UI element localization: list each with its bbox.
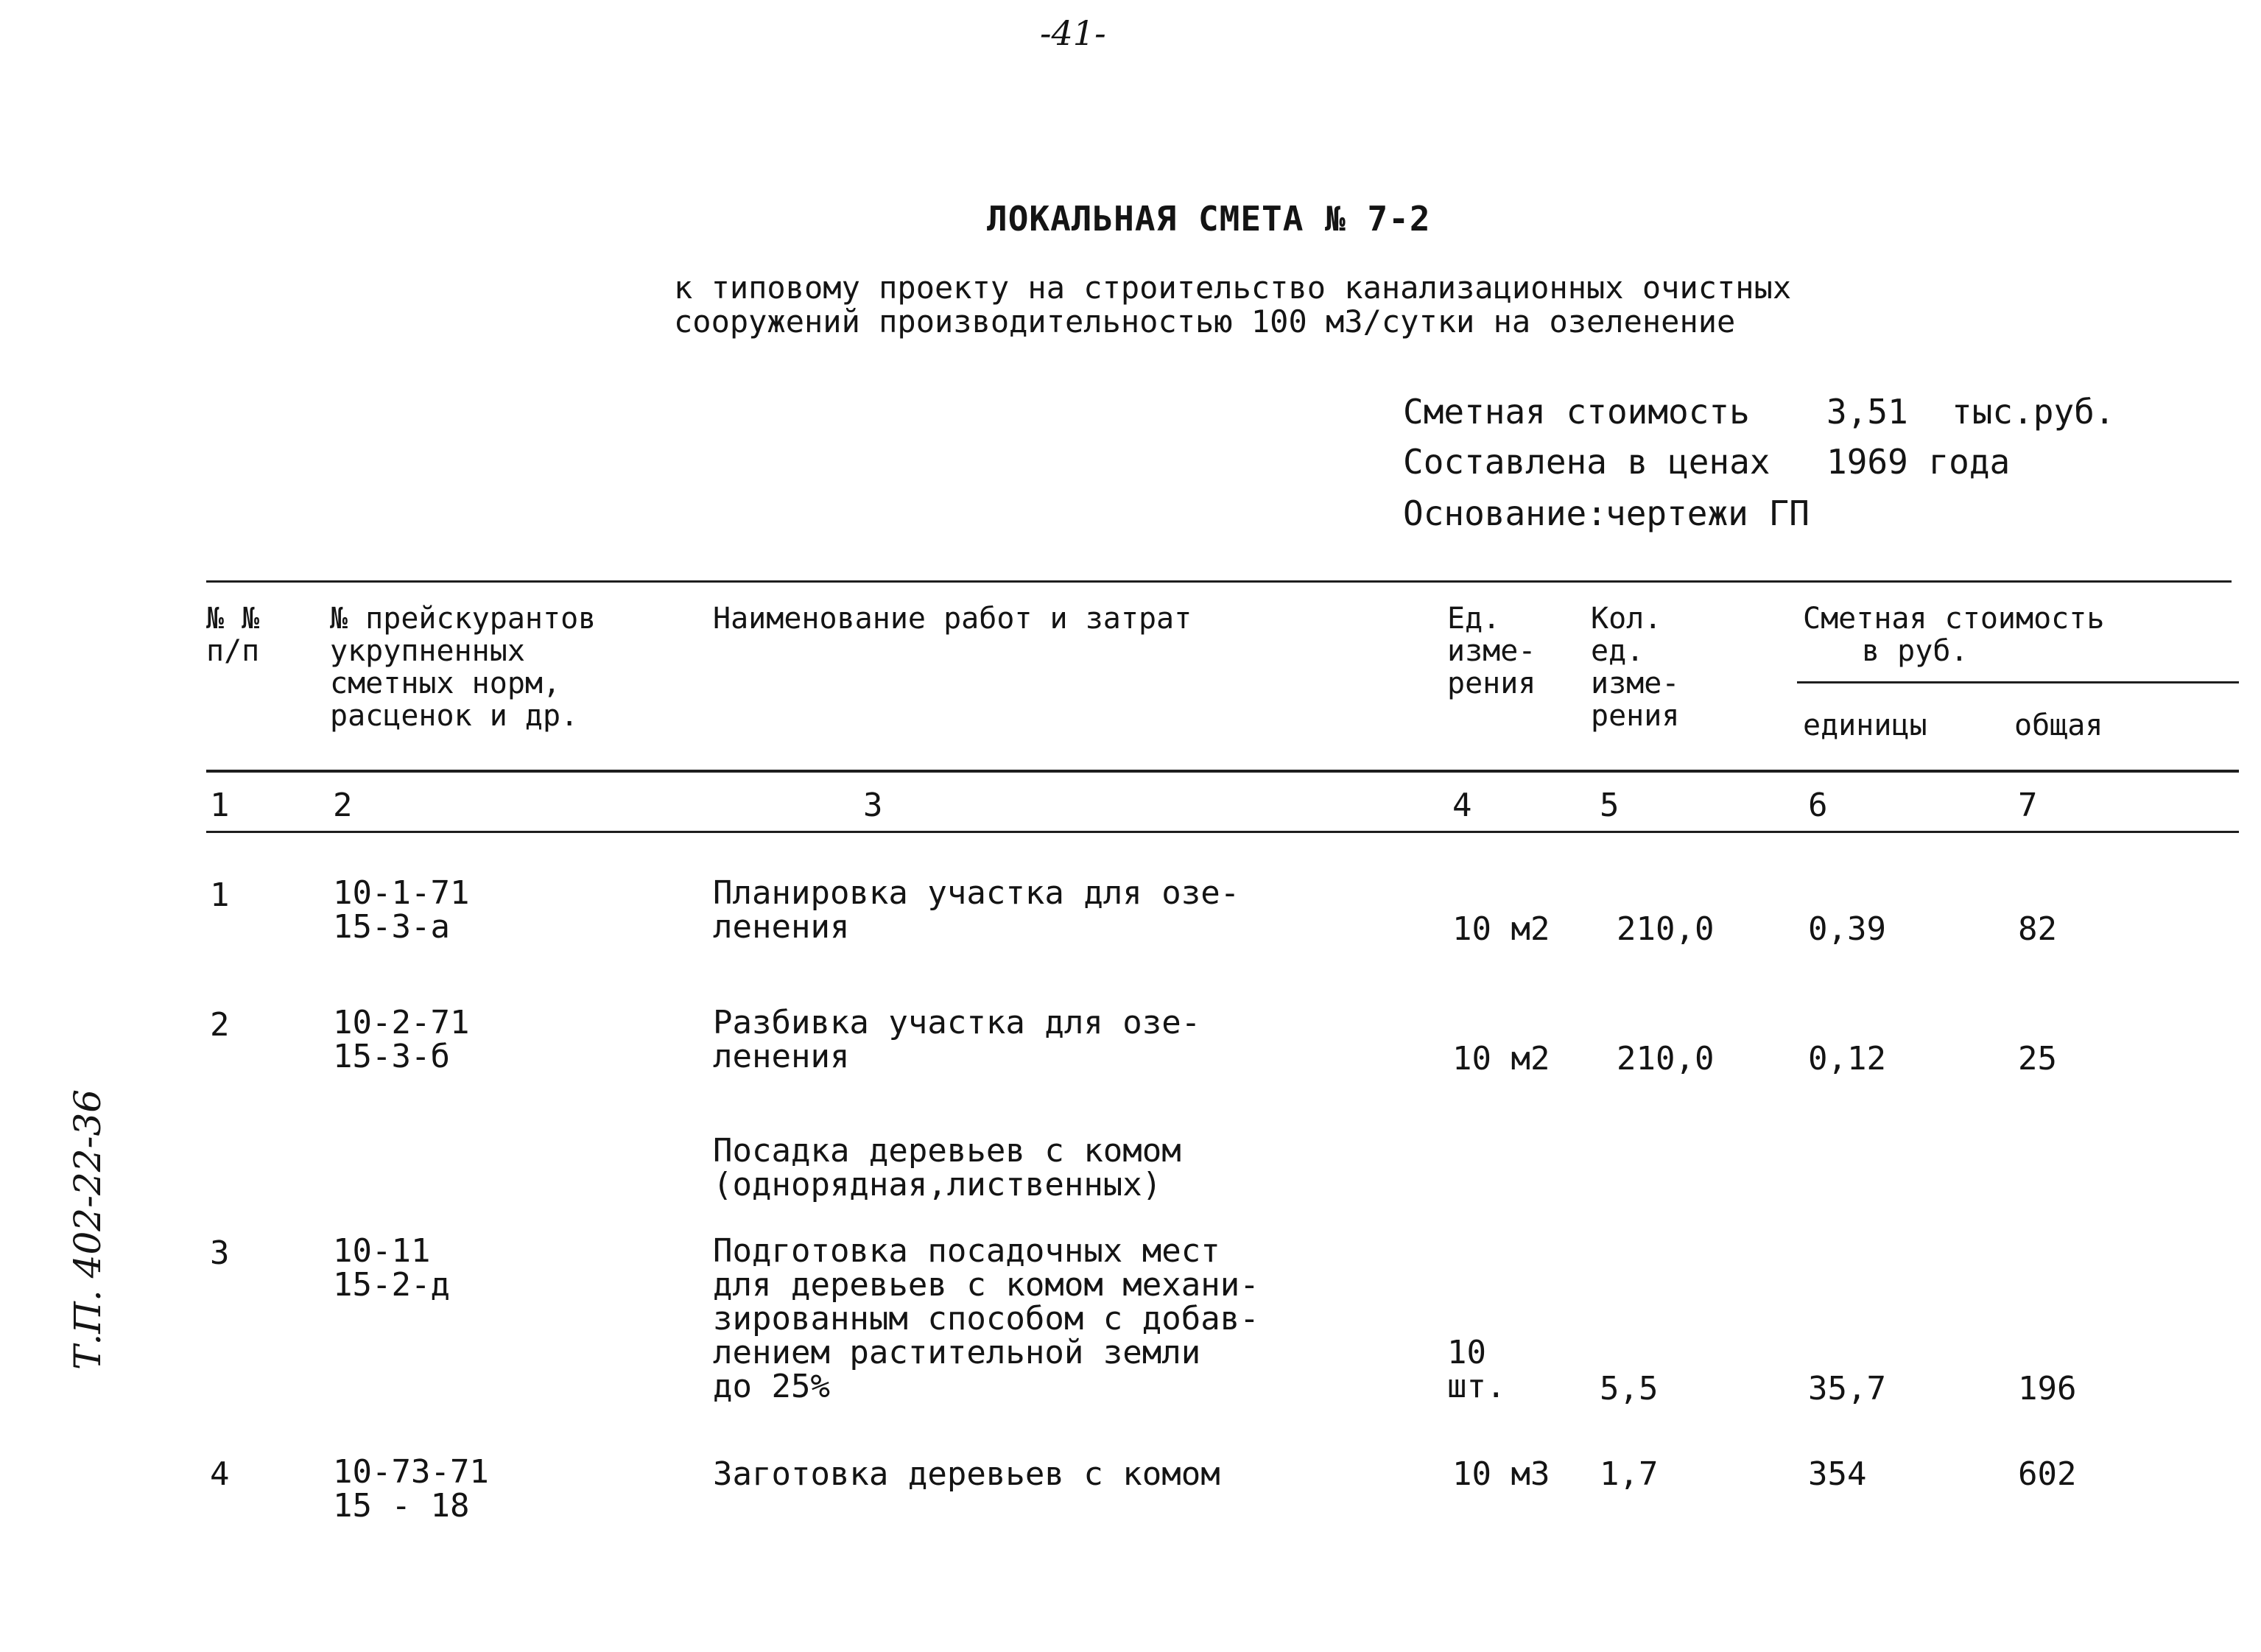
- col-number-2: 2: [333, 787, 353, 824]
- col-number-5: 5: [1600, 787, 1620, 824]
- row-3-unit-cost: 35,7: [1808, 1370, 1886, 1407]
- row-3-codes: 10-11 15-2-д: [333, 1232, 450, 1304]
- row-4-total: 602: [2018, 1455, 2077, 1493]
- row-4-name: Заготовка деревьев с комом: [713, 1455, 1220, 1493]
- row-2-num: 2: [210, 1006, 230, 1044]
- col-number-4: 4: [1452, 787, 1472, 824]
- row-1-codes: 10-1-71 15-3-а: [333, 874, 470, 946]
- cost-subheader-rule: [1797, 681, 2239, 683]
- header-cost-total: общая: [2014, 709, 2103, 742]
- cost-label: Сметная стоимость: [1403, 392, 1750, 432]
- row-1-name: Планировка участка для озе- ленения: [713, 874, 1240, 946]
- row-3-total: 196: [2018, 1370, 2077, 1407]
- col-number-3: 3: [863, 787, 883, 824]
- row-1-unit: 10 м2: [1452, 910, 1550, 948]
- row-1-num: 1: [210, 876, 230, 914]
- row-4-codes: 10-73-71 15 - 18: [333, 1453, 489, 1525]
- subtitle-line-2: сооружений производительностью 100 м3/сутки на озеленение: [674, 303, 1736, 340]
- section-heading: Посадка деревьев с комом (однорядная,лиственных): [713, 1132, 1181, 1203]
- header-price-list: № прейскурантов укрупненных сметных норм, расценок и др.: [330, 602, 597, 733]
- subtitle-line-1: к типовому проекту на строительство канализационных очистных: [674, 270, 1792, 306]
- row-4-unit-cost: 354: [1808, 1455, 1867, 1493]
- col-number-7: 7: [2018, 787, 2038, 824]
- row-3-unit: 10 шт.: [1447, 1334, 1506, 1405]
- row-4-num: 4: [210, 1455, 230, 1493]
- row-1-unit-cost: 0,39: [1808, 910, 1886, 948]
- col-number-6: 6: [1808, 787, 1828, 824]
- header-bottom-rule: [206, 770, 2239, 773]
- margin-note: Т.П. 402-22-36: [66, 1089, 109, 1370]
- header-num: № № п/п: [206, 602, 260, 668]
- cost-unit: тыс.руб.: [1952, 392, 2115, 432]
- prices-value: 1969 года: [1826, 442, 2011, 482]
- basis-label: Основание:: [1403, 493, 1607, 533]
- header-cost-group: Сметная стоимость в руб.: [1803, 602, 2105, 668]
- row-2-total: 25: [2018, 1040, 2057, 1078]
- row-4-qty: 1,7: [1600, 1455, 1659, 1493]
- row-3-qty: 5,5: [1600, 1370, 1659, 1407]
- header-cost-unit: единицы: [1803, 709, 1927, 742]
- header-qty: Кол. ед. изме- рения: [1591, 602, 1680, 733]
- row-2-codes: 10-2-71 15-3-б: [333, 1004, 470, 1075]
- table-top-rule: [206, 580, 2232, 583]
- row-2-unit-cost: 0,12: [1808, 1040, 1886, 1078]
- page-number: -41-: [1040, 13, 1106, 53]
- row-3-name: Подготовка посадочных мест для деревьев с комом механи- зированным способом с добав- лением растительной земли до 25%: [713, 1232, 1259, 1405]
- header-unit: Ед. изме- рения: [1447, 602, 1536, 700]
- header-name: Наименование работ и затрат: [713, 602, 1192, 636]
- document-title: ЛОКАЛЬНАЯ СМЕТА № 7-2: [987, 199, 1431, 239]
- basis-value: чертежи ГП: [1606, 493, 1810, 533]
- subtitle: [674, 271, 1791, 339]
- row-2-unit: 10 м2: [1452, 1040, 1550, 1078]
- cost-value: 3,51: [1826, 392, 1908, 432]
- prices-label: Составлена в ценах: [1403, 442, 1771, 482]
- row-4-unit: 10 м3: [1452, 1455, 1550, 1493]
- row-2-qty: 210,0: [1617, 1040, 1715, 1078]
- column-numbers-rule: [206, 831, 2239, 833]
- col-number-1: 1: [210, 787, 230, 824]
- row-2-name: Разбивка участка для озе- ленения: [713, 1004, 1201, 1075]
- row-1-qty: 210,0: [1617, 910, 1715, 948]
- row-1-total: 82: [2018, 910, 2057, 948]
- row-3-num: 3: [210, 1234, 230, 1272]
